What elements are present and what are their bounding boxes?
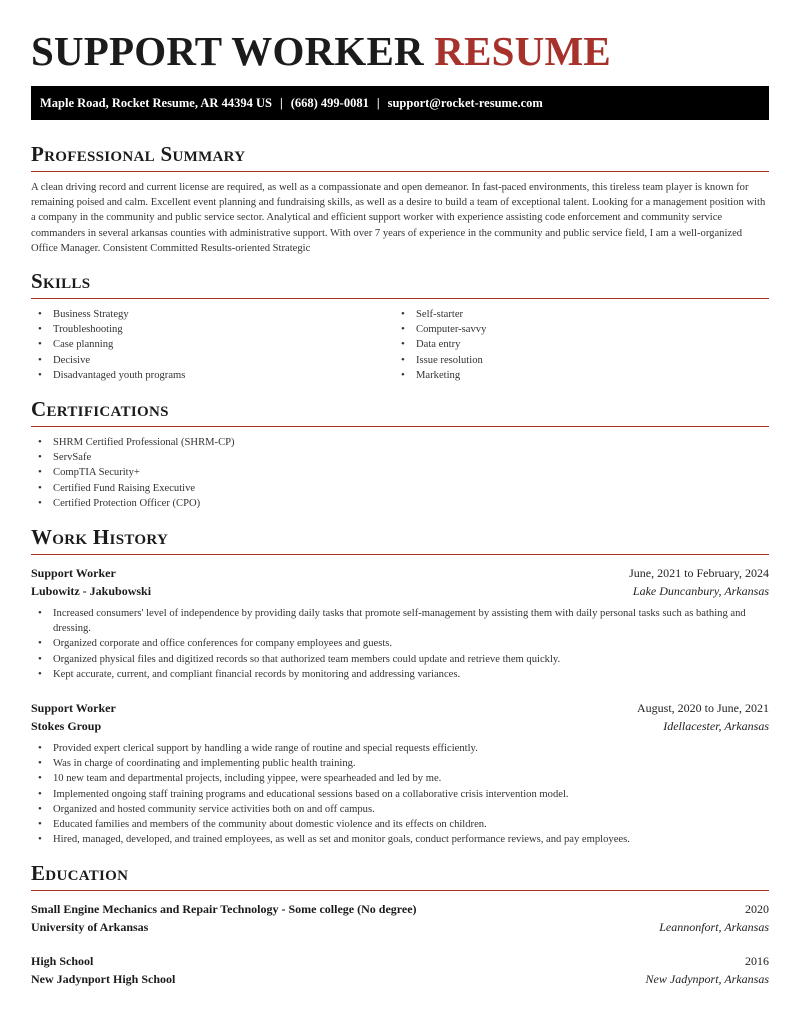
work-history-section — [31, 525, 769, 847]
education-degree-row — [31, 952, 769, 970]
job-company-row — [31, 582, 769, 600]
job-header-row — [31, 564, 769, 582]
section-heading-education: Education — [31, 861, 769, 891]
education-year: 2016 — [745, 954, 769, 969]
job-bullets — [31, 741, 769, 847]
education-degree: High School — [31, 954, 94, 969]
skill-item: • Self-starter — [394, 307, 757, 322]
job-bullet: • Organized and hosted community service activities both on and off campus. — [31, 802, 769, 817]
section-heading-work-history: Work History — [31, 525, 769, 555]
skills-section — [31, 269, 769, 383]
job-entry — [31, 564, 769, 682]
certification-item: • Certified Fund Raising Executive — [31, 481, 769, 496]
job-bullet: • Hired, managed, developed, and trained employees, as well as set and monitor goals, conduct performance reviews, and pay employees. — [31, 832, 769, 847]
education-entry — [31, 952, 769, 988]
education-section — [31, 861, 769, 988]
job-company: Stokes Group — [31, 719, 102, 734]
job-bullet: • Educated families and members of the community about domestic violence and its effects on children. — [31, 817, 769, 832]
section-heading-skills: Skills — [31, 269, 769, 299]
section-heading-summary: Professional Summary — [31, 142, 769, 172]
skill-item: • Computer-savvy — [394, 322, 757, 337]
education-location: Leannonfort, Arkansas — [659, 920, 769, 935]
job-header-row — [31, 699, 769, 717]
skill-item: • Data entry — [394, 337, 757, 352]
skill-item: • Decisive — [31, 353, 394, 368]
skill-item: • Issue resolution — [394, 353, 757, 368]
certification-item: • Certified Protection Officer (CPO) — [31, 496, 769, 511]
education-year: 2020 — [745, 902, 769, 917]
contact-separator: | — [376, 95, 380, 110]
job-bullet: • Was in charge of coordinating and implementing public health training. — [31, 756, 769, 771]
contact-address: Maple Road, Rocket Resume, AR 44394 US — [40, 95, 272, 110]
skill-item: • Disadvantaged youth programs — [31, 368, 394, 383]
section-heading-certifications: Certifications — [31, 397, 769, 427]
job-dates: June, 2021 to February, 2024 — [629, 566, 769, 581]
job-bullet: • Kept accurate, current, and compliant financial records by monitoring and addressing variances. — [31, 667, 769, 682]
education-entry — [31, 900, 769, 936]
job-bullet: • Increased consumers' level of independence by providing daily tasks that promote self-management by assisting them with daily personal tasks such as bathing and dressing. — [31, 606, 769, 636]
job-bullet: • Organized corporate and office conferences for company employees and guests. — [31, 636, 769, 651]
job-location: Idellacester, Arkansas — [663, 719, 769, 734]
certifications-list — [31, 435, 769, 511]
job-entry — [31, 699, 769, 847]
job-bullet: • 10 new team and departmental projects, including yippee, were spearheaded and led by me. — [31, 771, 769, 786]
job-company-row — [31, 717, 769, 735]
job-title: Support Worker — [31, 701, 116, 716]
job-bullet: • Provided expert clerical support by handling a wide range of routine and special requests efficiently. — [31, 741, 769, 756]
summary-text: A clean driving record and current license are required, as well as a compassionate and open demeanor. In fast-paced environments, this tireless team player is known for remaining poised and calm. Excellent event planning and fundraising skills, as well as a desire to build a team of exceptional talent. Looking for a management position with a company in the community and public service sector. Analytical and efficient support worker with experience assisting code enforcement and community service commanders in several arkansas counties with administrative support. With over 7 years of experience in the community and public service field, I am a well-organized Office Manager. Consistent Committed Results-oriented Strategic — [31, 182, 766, 254]
education-school: New Jadynport High School — [31, 972, 176, 987]
job-bullets — [31, 606, 769, 682]
education-location: New Jadynport, Arkansas — [645, 972, 769, 987]
certification-item: • ServSafe — [31, 450, 769, 465]
skill-item: • Business Strategy — [31, 307, 394, 322]
education-school-row — [31, 970, 769, 988]
job-title: Support Worker — [31, 566, 116, 581]
certifications-section — [31, 397, 769, 511]
name-text: SUPPORT WORKER — [31, 28, 424, 74]
education-school-row — [31, 918, 769, 936]
skills-grid — [31, 307, 769, 383]
contact-email[interactable]: support@rocket-resume.com — [387, 95, 543, 110]
contact-bar — [31, 86, 769, 120]
job-bullet: • Organized physical files and digitized records so that authorized team members could update and retrieve them quickly. — [31, 652, 769, 667]
job-bullet: • Implemented ongoing staff training programs and educational sessions based on a collaborative crisis intervention model. — [31, 787, 769, 802]
skills-list-left — [31, 307, 394, 383]
job-dates: August, 2020 to June, 2021 — [637, 701, 769, 716]
certification-item: • SHRM Certified Professional (SHRM-CP) — [31, 435, 769, 450]
skills-list-right — [394, 307, 757, 383]
skill-item: • Marketing — [394, 368, 757, 383]
contact-phone[interactable]: (668) 499-0081 — [290, 95, 369, 110]
skill-item: • Troubleshooting — [31, 322, 394, 337]
job-company: Lubowitz - Jakubowski — [31, 584, 152, 599]
title-accent-text: RESUME — [434, 28, 611, 74]
professional-summary-section — [31, 142, 769, 256]
certification-item: • CompTIA Security+ — [31, 465, 769, 480]
contact-separator: | — [279, 95, 283, 110]
job-location: Lake Duncanbury, Arkansas — [632, 584, 769, 599]
education-degree-row — [31, 900, 769, 918]
education-degree: Small Engine Mechanics and Repair Technology - Some college (No degree) — [31, 902, 417, 917]
resume-title — [31, 0, 769, 86]
education-school: University of Arkansas — [31, 920, 149, 935]
skill-item: • Case planning — [31, 337, 394, 352]
